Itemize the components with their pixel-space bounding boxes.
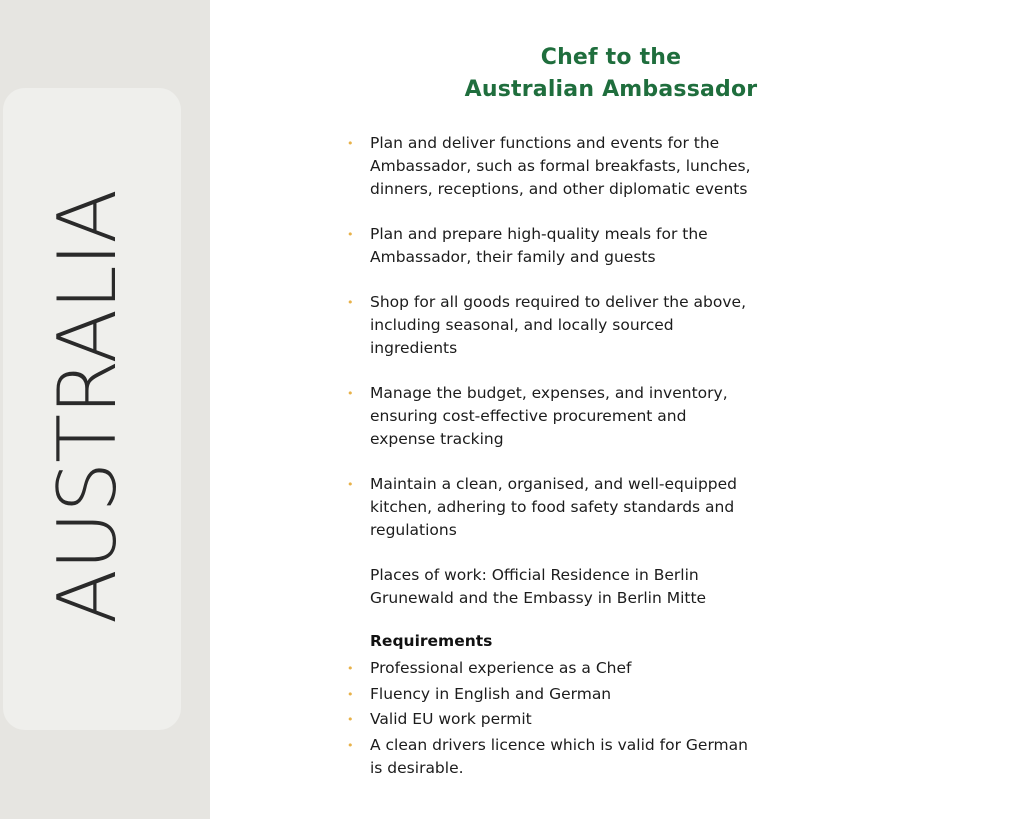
job-title-line-2: Australian Ambassador xyxy=(464,77,758,102)
job-title xyxy=(401,42,821,106)
requirement-text: Valid EU work permit xyxy=(370,710,532,728)
places-of-work: Places of work: Official Residence in Berlin Grunewald and the Embassy in Berlin Mitte xyxy=(370,566,707,607)
bullet-icon: • xyxy=(347,739,354,752)
duty-text: Manage the budget, expenses, and inventory, ensuring cost-effective procurement and expense tracking xyxy=(370,384,728,448)
duty-text: Shop for all goods required to deliver the above, including seasonal, and locally sourced ingredients xyxy=(370,293,747,357)
bullet-icon: • xyxy=(347,662,354,675)
duty-text: Plan and deliver functions and events for the Ambassador, such as formal breakfasts, lunches, dinners, receptions, and other diplomatic events xyxy=(370,134,751,198)
requirement-text: Professional experience as a Chef xyxy=(370,659,632,677)
duty-text: Maintain a clean, organised, and well-equipped kitchen, adhering to food safety standards and regulations xyxy=(370,475,738,539)
bullet-icon: • xyxy=(347,387,354,400)
requirements-heading: Requirements xyxy=(370,632,493,650)
duty-text: Plan and prepare high-quality meals for the Ambassador, their family and guests xyxy=(370,225,708,266)
bullet-icon: • xyxy=(347,688,354,701)
bullet-icon: • xyxy=(347,478,354,491)
requirement-text: A clean drivers licence which is valid for German is desirable. xyxy=(370,736,748,777)
requirement-text: Fluency in English and German xyxy=(370,685,612,703)
job-title-line-1: Chef to the xyxy=(540,45,682,70)
side-panel xyxy=(0,0,210,819)
bullet-icon: • xyxy=(347,713,354,726)
bullet-icon: • xyxy=(347,296,354,309)
country-label: AUSTRALIA xyxy=(41,190,134,624)
bullet-icon: • xyxy=(347,228,354,241)
bullet-icon: • xyxy=(347,137,354,150)
